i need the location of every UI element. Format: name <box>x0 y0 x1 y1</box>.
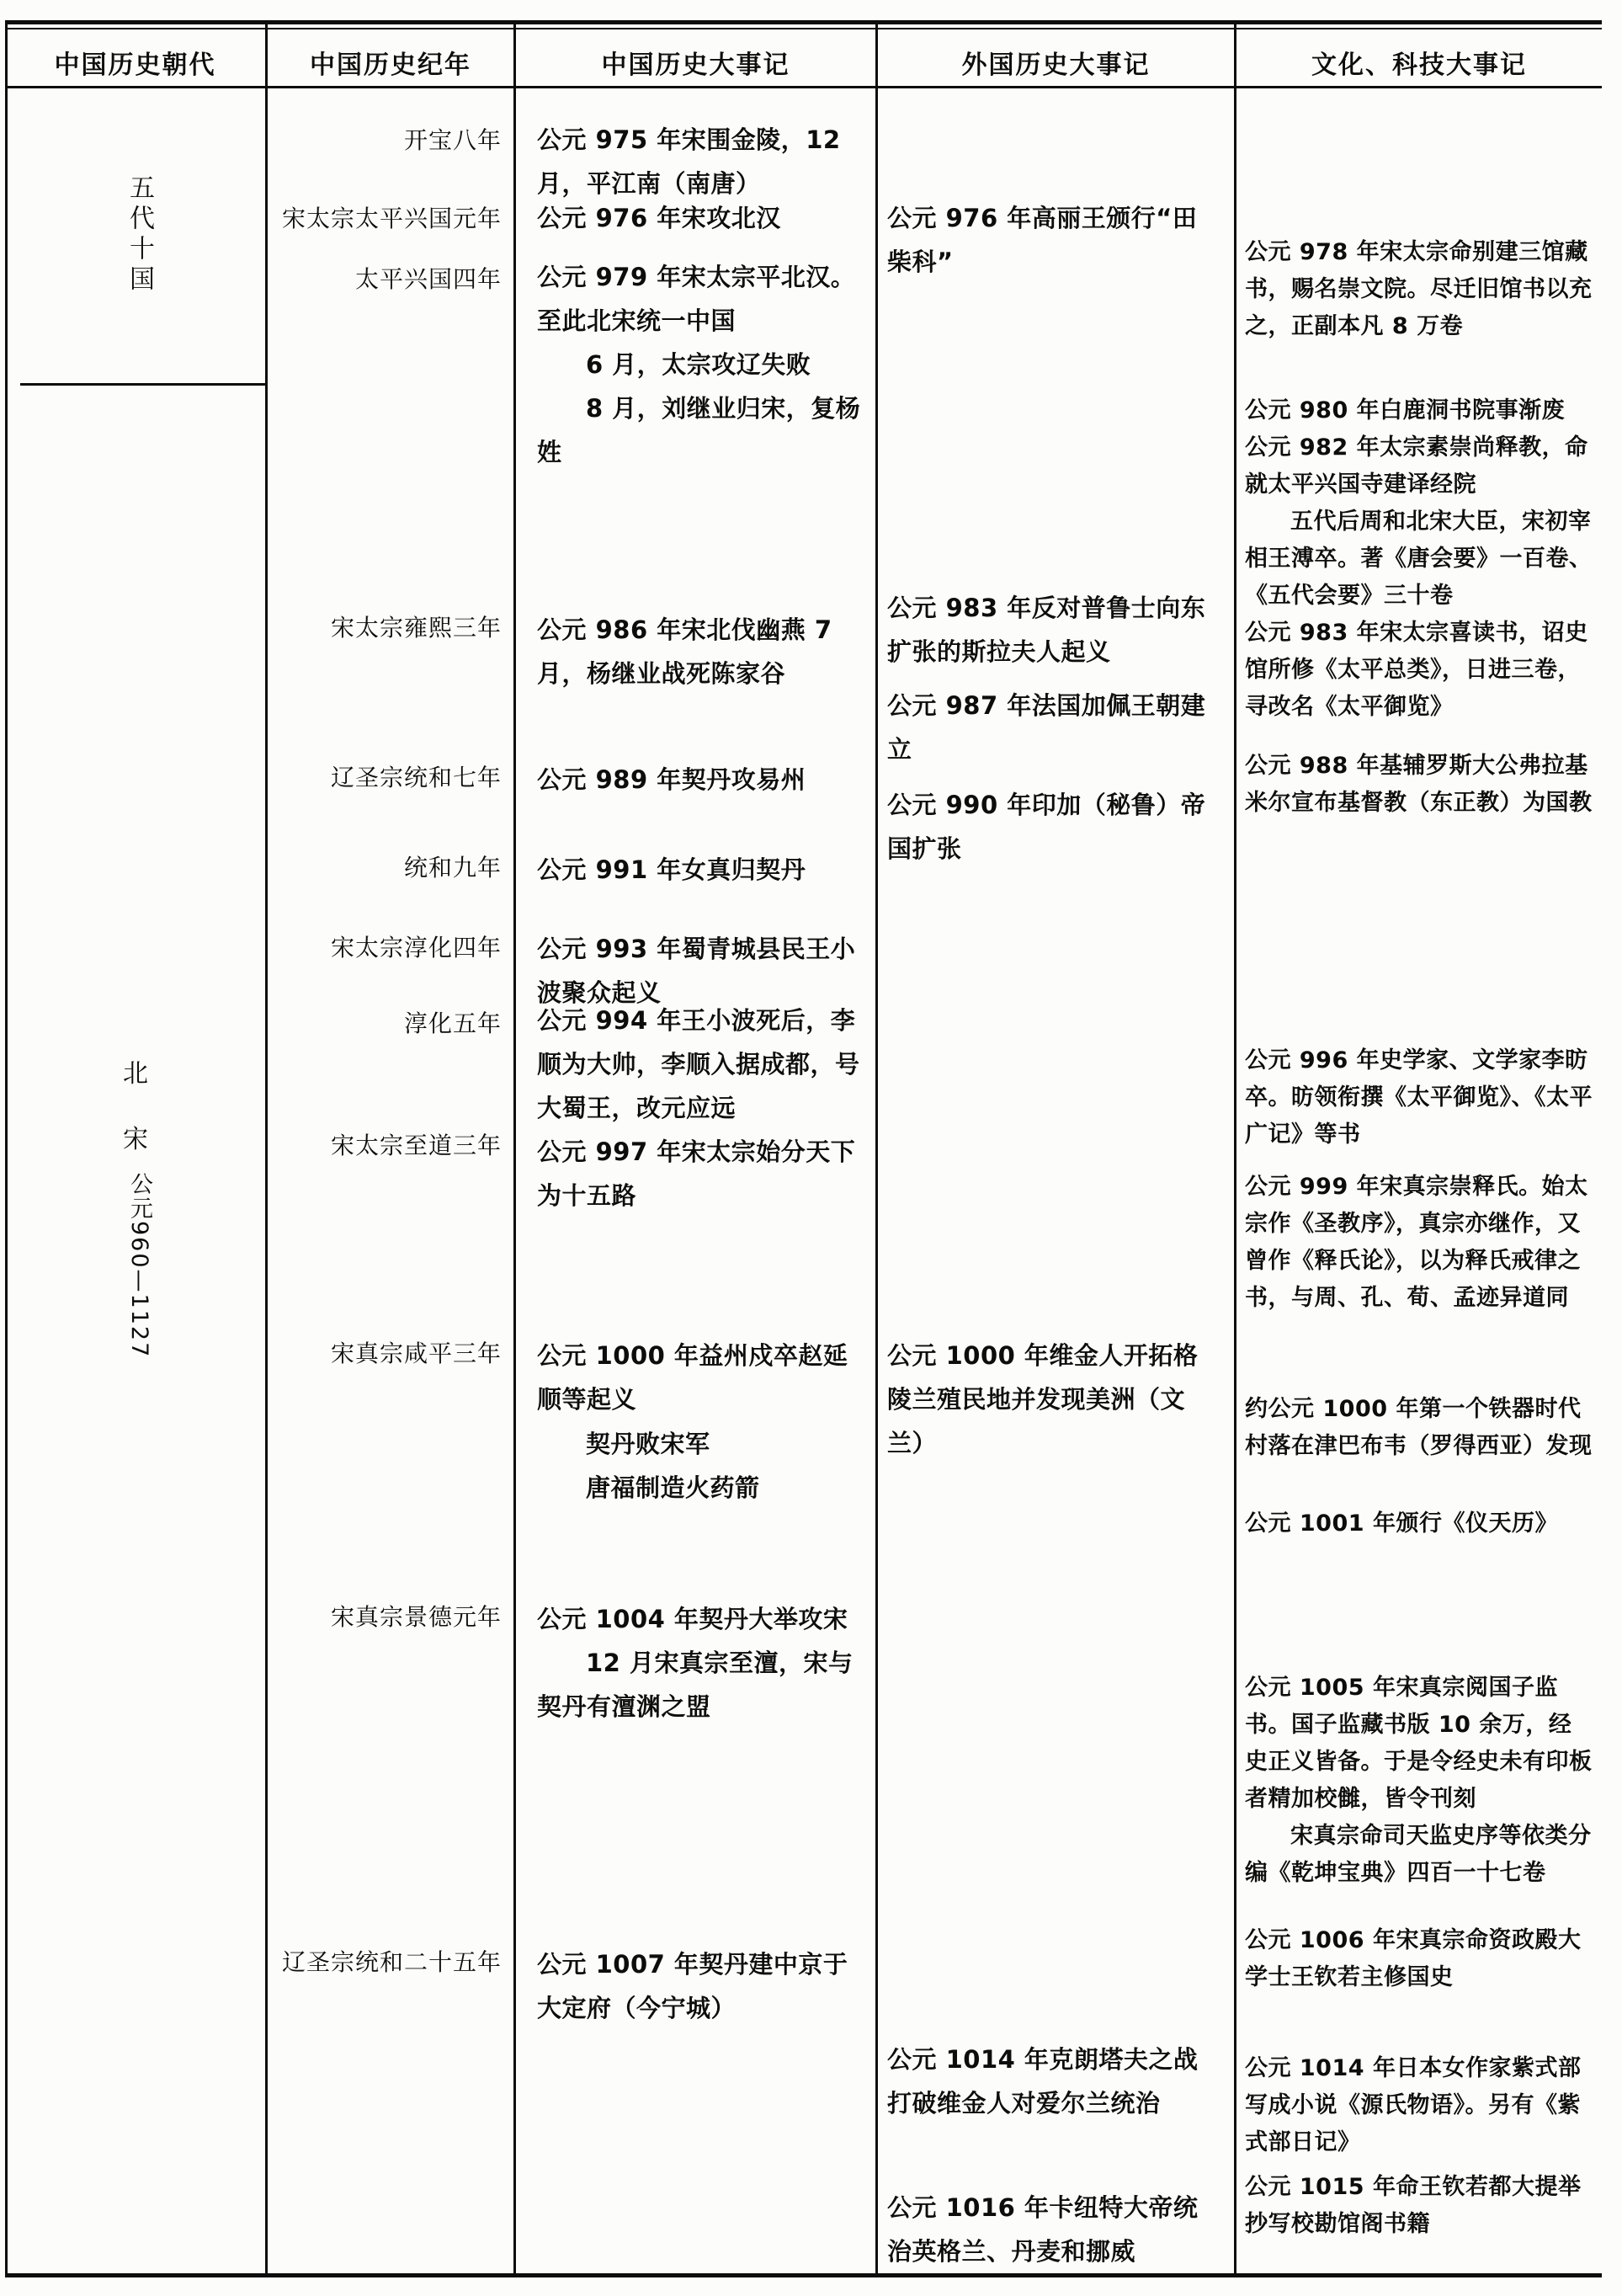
china-event: 公元 986 年宋北伐幽燕 7 月，杨继业战死陈家谷 <box>537 615 832 688</box>
foreign-event: 公元 990 年印加（秘鲁）帝国扩张 <box>887 791 1206 863</box>
era-item: 统和九年 <box>403 854 502 882</box>
table-border-top-thin <box>5 28 1602 29</box>
column-divider-2 <box>513 20 516 2277</box>
china-event-subitem: 契丹败宋军 <box>586 1430 710 1458</box>
era-item: 宋真宗咸平三年 <box>330 1340 502 1367</box>
culture-event-subitem: 五代后周和北宋大臣，宋初宰相王溥卒。著《唐会要》一百卷、《五代会要》三十卷 <box>1245 509 1593 609</box>
table-border-left <box>5 20 8 2277</box>
china-event-subitem: 8 月，刘继业归宋，复杨姓 <box>537 394 861 466</box>
dynasty-northern-song-char2: 宋 <box>123 1125 148 1154</box>
culture-event: 公元 983 年宋太宗喜读书，诏史馆所修《太平总类》，日进三卷，寻改名《太平御览》 <box>1245 620 1588 720</box>
china-event: 公元 979 年宋太宗平北汉。至此北宋统一中国 <box>537 263 856 335</box>
era-item: 辽圣宗统和二十五年 <box>281 1948 502 1976</box>
china-event: 公元 993 年蜀青城县民王小波聚众起义 <box>537 935 856 1007</box>
china-event-subitem: 唐福制造火药箭 <box>586 1473 760 1502</box>
culture-event: 约公元 1000 年第一个铁器时代村落在津巴布韦（罗得西亚）发现 <box>1245 1396 1593 1459</box>
culture-event: 公元 978 年宋太宗命别建三馆藏书，赐名崇文院。尽迁旧馆书以充之，正副本凡 8 万卷 <box>1245 239 1593 339</box>
column-header-dynasty: 中国历史朝代 <box>54 51 216 80</box>
china-event: 公元 991 年女真归契丹 <box>537 855 806 884</box>
dynasty-five-dynasties: 五代十国 <box>125 174 154 296</box>
era-item: 宋太宗至道三年 <box>330 1132 502 1159</box>
era-item: 宋真宗景德元年 <box>330 1603 502 1631</box>
era-item: 太平兴国四年 <box>354 265 502 293</box>
dynasty-northern-song-years: 公元960—1127 <box>126 1172 152 1359</box>
china-event: 公元 994 年王小波死后，李顺为大帅，李顺入据成都，号大蜀王，改元应远 <box>537 1006 860 1122</box>
era-item: 开宝八年 <box>403 126 502 154</box>
china-event: 公元 1007 年契丹建中京于大定府（今宁城） <box>537 1950 848 2022</box>
column-header-culture-events: 文化、科技大事记 <box>1311 51 1527 80</box>
column-divider-3 <box>875 20 878 2277</box>
china-event: 公元 989 年契丹攻易州 <box>537 765 806 794</box>
column-header-era: 中国历史纪年 <box>310 51 471 80</box>
culture-event: 公元 1001 年颁行《仪天历》 <box>1245 1510 1558 1537</box>
table-border-top-thick <box>5 20 1602 24</box>
era-item: 淳化五年 <box>403 1009 502 1037</box>
china-event: 公元 976 年宋攻北汉 <box>537 204 781 232</box>
china-event: 公元 1004 年契丹大举攻宋 <box>537 1605 848 1633</box>
culture-event: 公元 988 年基辅罗斯大公弗拉基米尔宣布基督教（东正教）为国教 <box>1245 753 1593 816</box>
header-separator-line <box>5 86 1602 88</box>
foreign-event: 公元 1016 年卡纽特大帝统治英格兰、丹麦和挪威 <box>887 2193 1199 2266</box>
culture-event: 公元 980 年白鹿洞书院事渐废 <box>1245 397 1566 424</box>
era-item: 宋太宗雍熙三年 <box>330 614 502 642</box>
dynasty-northern-song-char1: 北 <box>123 1059 148 1089</box>
dynasty-section-divider <box>20 383 265 386</box>
china-event: 公元 997 年宋太宗始分天下为十五路 <box>537 1137 856 1210</box>
culture-event: 公元 1005 年宋真宗阅国子监书。国子监藏书版 10 余万，经史正义皆备。于是令经史未有印板者精加校雠，皆令刊刻 <box>1245 1675 1593 1812</box>
china-event-subitem: 6 月，太宗攻辽失败 <box>586 350 811 379</box>
era-item: 宋太宗淳化四年 <box>330 934 502 962</box>
culture-event: 公元 1014 年日本女作家紫式部写成小说《源氏物语》。另有《紫式部日记》 <box>1245 2055 1582 2155</box>
era-item: 宋太宗太平兴国元年 <box>281 205 502 232</box>
china-event: 公元 1000 年益州戍卒赵延顺等起义 <box>537 1341 848 1414</box>
era-item: 辽圣宗统和七年 <box>330 764 502 791</box>
table-border-bottom <box>5 2273 1602 2277</box>
foreign-event: 公元 987 年法国加佩王朝建立 <box>887 691 1206 764</box>
culture-event: 公元 996 年史学家、文学家李昉卒。昉领衔撰《太平御览》、《太平广记》等书 <box>1245 1047 1593 1148</box>
culture-event: 公元 982 年太宗素崇尚释教，命就太平兴国寺建译经院 <box>1245 434 1588 498</box>
culture-event: 公元 1006 年宋真宗命资政殿大学士王钦若主修国史 <box>1245 1927 1582 1990</box>
column-header-foreign-events: 外国历史大事记 <box>961 51 1151 80</box>
foreign-event: 公元 1014 年克朗塔夫之战打破维金人对爱尔兰统治 <box>887 2045 1199 2118</box>
china-event: 公元 975 年宋围金陵，12 月，平江南（南唐） <box>537 125 841 198</box>
column-header-china-events: 中国历史大事记 <box>601 51 790 80</box>
culture-event: 公元 1015 年命王钦若都大提举抄写校勘馆阁书籍 <box>1245 2174 1582 2237</box>
foreign-event: 公元 976 年高丽王颁行“田柴科” <box>887 204 1198 276</box>
foreign-event: 公元 1000 年维金人开拓格陵兰殖民地并发现美洲（文兰） <box>887 1341 1199 1457</box>
culture-event: 公元 999 年宋真宗崇释氏。始太宗作《圣教序》，真宗亦继作，又曾作《释氏论》，以为释氏戒律之书，与周、孔、荀、孟迹异道同 <box>1245 1174 1588 1311</box>
foreign-event: 公元 983 年反对普鲁士向东扩张的斯拉夫人起义 <box>887 594 1206 666</box>
china-event-subitem: 12 月宋真宗至澶，宋与契丹有澶渊之盟 <box>537 1649 854 1721</box>
culture-event-subitem: 宋真宗命司天监史序等依类分编《乾坤宝典》四百一十七卷 <box>1245 1823 1592 1886</box>
column-divider-4 <box>1234 20 1236 2277</box>
